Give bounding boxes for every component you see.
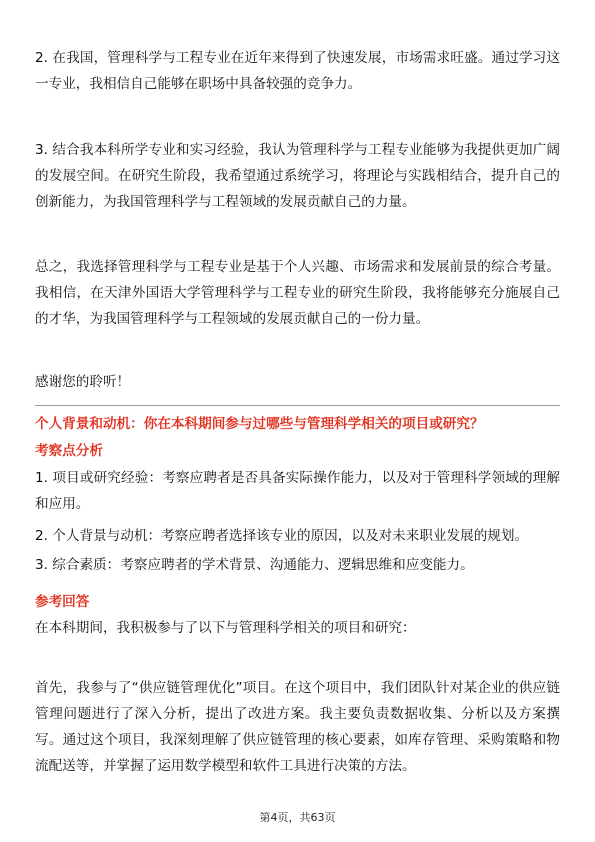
section-divider <box>35 405 560 406</box>
document-page <box>35 0 560 842</box>
paragraph-point-2: 2. 在我国，管理科学与工程专业在近年来得到了快速发展，市场需求旺盛。通过学习这一专业，我相信自己能够在职场中具备较强的竞争力。 <box>35 50 560 92</box>
analysis-item-3: 3. 综合素质：考察应聘者的学术背景、沟通能力、逻辑思维和应变能力。 <box>35 557 474 573</box>
answer-intro: 在本科期间，我积极参与了以下与管理科学相关的项目和研究： <box>35 620 416 636</box>
analysis-item-2: 2. 个人背景与动机：考察应聘者选择该专业的原因，以及对未来职业发展的规划。 <box>35 528 529 544</box>
paragraph-thanks: 感谢您的聆听！ <box>35 374 131 390</box>
analysis-heading: 考察点分析 <box>35 443 103 459</box>
paragraph-conclusion: 总之，我选择管理科学与工程专业是基于个人兴趣、市场需求和发展前景的综合考量。我相信，在天津外国语大学管理科学与工程专业的研究生阶段，我将能够充分施展自己的才华，为我国管理科学与工程领域的发展贡献自己的一份力量。 <box>35 259 560 327</box>
analysis-item-1: 1. 项目或研究经验：考察应聘者是否具备实际操作能力，以及对于管理科学领域的理解和应用。 <box>35 470 560 512</box>
interview-question: 个人背景和动机：你在本科期间参与过哪些与管理科学相关的项目或研究？ <box>35 416 484 432</box>
paragraph-point-3: 3. 结合我本科所学专业和实习经验，我认为管理科学与工程专业能够为我提供更加广阔的发展空间。在研究生阶段，我希望通过系统学习，将理论与实践相结合，提升自己的创新能力，为我国管理科学与工程领域的发展贡献自己的力量。 <box>35 142 560 210</box>
answer-heading: 参考回答 <box>35 594 90 610</box>
page-number-footer: 第4页，共63页 <box>259 811 336 824</box>
answer-paragraph-1: 首先，我参与了“供应链管理优化”项目。在这个项目中，我们团队针对某企业的供应链管理问题进行了深入分析，提出了改进方案。我主要负责数据收集、分析以及方案撰写。通过这个项目，我深刻理解了供应链管理的核心要素，如库存管理、采购策略和物流配送等，并掌握了运用数学模型和软件工具进行决策的方法。 <box>35 680 560 774</box>
